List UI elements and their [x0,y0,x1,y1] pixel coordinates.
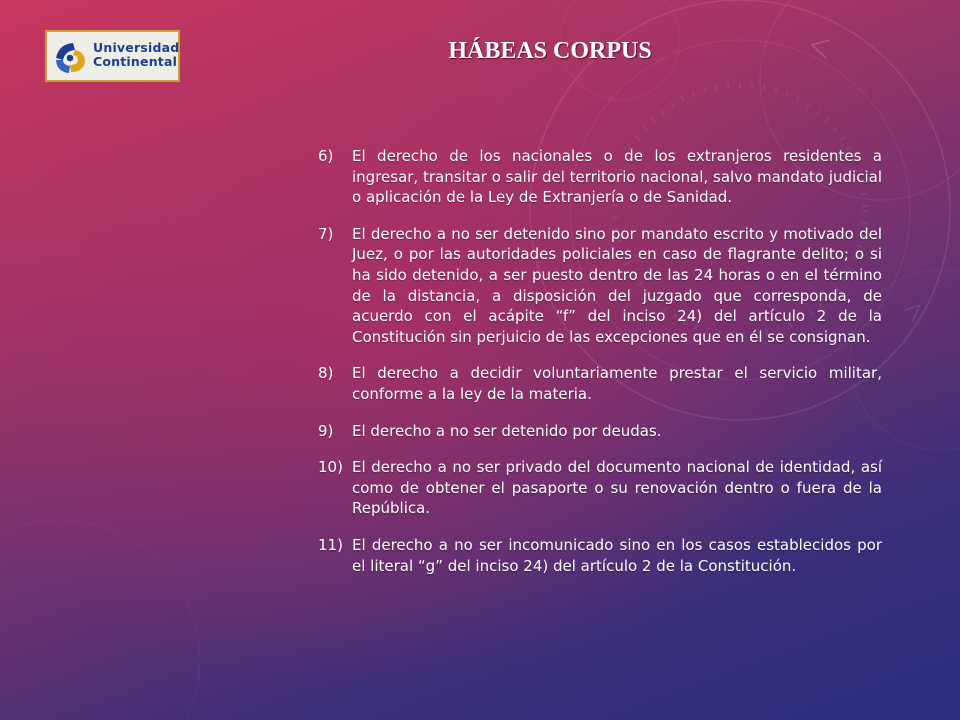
item-number: 7) [318,224,334,243]
item-number: 8) [318,364,334,383]
list-item [318,224,882,348]
item-number: 10) [318,458,343,477]
item-text: El derecho de los nacionales o de los extranjeros residentes a ingresar, transitar o salir del territorio nacional, salvo mandato judicial o aplicación de la Ley de Extranjería o de Sanidad. [352,147,882,207]
list-item [318,146,882,208]
item-number: 9) [318,421,334,440]
list-item [318,421,882,442]
item-number: 11) [318,535,343,554]
item-number: 6) [318,147,334,165]
rights-list [318,146,882,592]
item-text: El derecho a no ser incomunicado sino en los casos establecidos por el literal “g” del inciso 24) del artículo 2 de la Constitución. [352,535,882,575]
list-item [318,535,882,576]
item-text: El derecho a decidir voluntariamente prestar el servicio militar, conforme a la ley de la materia. [352,364,882,403]
list-item [318,363,882,404]
logo-line-2: Continental [93,54,178,69]
item-text: El derecho a no ser privado del documento nacional de identidad, así como de obtener el pasaporte o su renovación dentro o fuera de la República. [352,458,882,518]
item-text: El derecho a no ser detenido por deudas. [352,421,662,440]
slide-title: HÁBEAS CORPUS [448,38,652,64]
list-item [318,457,882,519]
item-text: El derecho a no ser detenido sino por mandato escrito y motivado del Juez, o por las autoridades policiales en caso de flagrante delito; o si ha sido detenido, a ser puesto dentro de las 24 horas o en el término de la distancia, a disposición del juzgado que corresponda, de acuerdo con el acápite “f” del inciso 24) del artículo 2 de la Constitución sin perjuicio de las excepciones que en él se consignan. [352,224,882,346]
logo-line-1: Universidad [93,40,180,55]
